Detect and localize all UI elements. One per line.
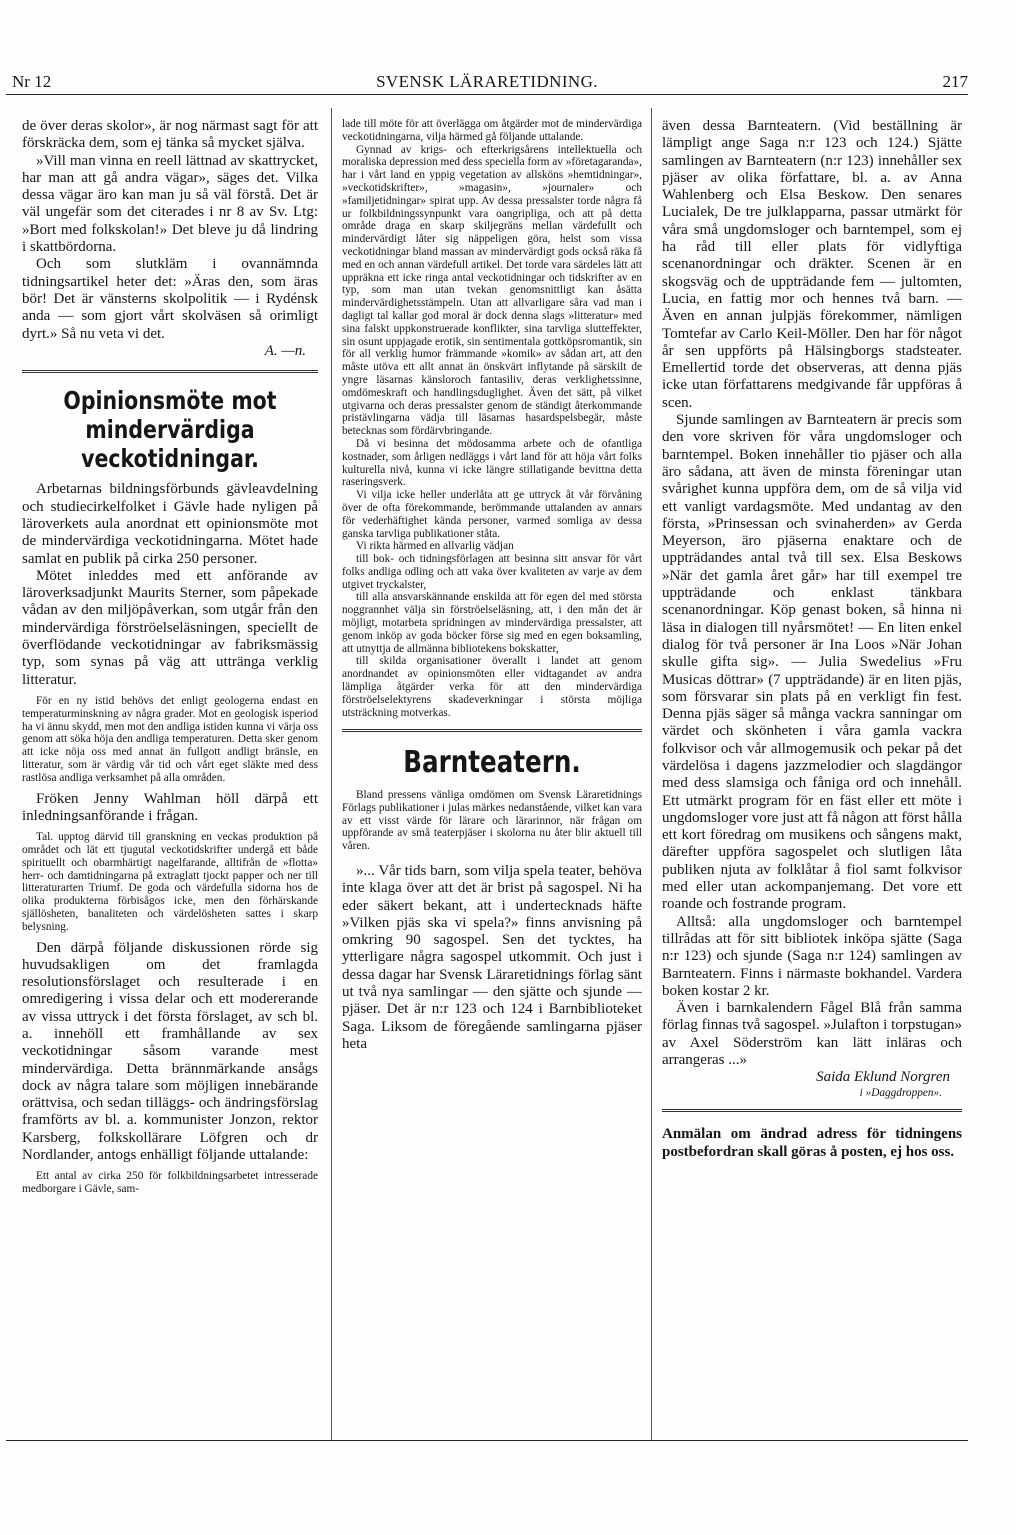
paragraph: »Vill man vinna en reell lättnad av skattrycket, har man att gå andra vägar», säges det. Vilka dessa vägar äro kan man ju så väl förstå. Det är väl ungefär som det citerades i nr 8 av Sv. Ltg: »Bort med folkskolan!» Det bleve ju då lindring i skattbördorna. [22,152,318,256]
column-1 [22,118,318,1196]
column-2 [342,118,642,1053]
author-signature: Saida Eklund Norgren [816,1069,950,1086]
article-intro: Bland pressens vänliga omdömen om Svensk Läraretidnings Förlags publikationer i julas märkes nedanstående, vilket kan vara av ett visst värde för lärare och lärarinnor, när frågan om uppförande av små teaterpjäser i skolorna nu åter blir aktuell till våren. [342,788,642,853]
resolution-text: till alla ansvarskännande enskilda att för egen del med största noggrannhet välja sin förströelseläsning, att, i den mån det är möjligt, motarbeta spridningen av mindervärdiga pressalster, att genom inköp av goda böcker förse sig med en egen boksamling, att utnyttja de allmänna bibliotekens bokskatter, [342,591,642,655]
paragraph: Fröken Jenny Wahlman höll därpå ett inledningsanförande i frågan. [22,790,318,824]
resolution-text: lade till möte för att överlägga om åtgärder mot de mindervärdiga veckotidningarna, vilja härmed gå följande uttalande. [342,118,642,143]
page-number: 217 [942,72,968,91]
paragraph: Arbetarnas bildningsförbunds gävleavdelning och studiecirkelfolket i Gävle hade nyligen på läroverkets aula anordnat ett opinionsmöte mot de mindervärdiga veckotidningarna. Mötet hade samlat en publik på cirka 250 personer. [22,481,318,567]
resolution-text: Vi rikta härmed en allvarlig vädjan [356,540,514,553]
column-rule-2 [651,108,652,1440]
paragraph: de över deras skolor», är nog närmast sagt för att förskräcka dem, som ej tänka så mycket själva. [22,118,318,152]
section-divider [342,729,642,732]
column-rule-1 [331,108,332,1440]
paragraph: Och som slutkläm i ovannämnda tidningsartikel heter det: »Äras den, som äras bör! Det är vänsterns skolpolitik — i Rydénsk anda — som gjort vårt skolväsen så orimligt dyrt.» Så nu veta vi det. [22,256,318,342]
quoted-speech: Tal. upptog därvid till granskning en veckas produktion på området och lät ett tjugutal veckotidskrifter undergå ett både spirituellt och obarmhärtigt nagelfarande, alltifrån de »flotta» herr- och damtidningarna på extraglatt tjockt papper och ner till litteraturarten Triumf. De goda och värdefulla sidorna hos de olika produkterna förbisågos icke, men den förhärskande själlösheten, banaliteten och värdelösheten sattes i skarp belysning. [22,831,318,933]
resolution-text: Ett antal av cirka 250 för folkbildningsarbetet intresserade medborgare i Gävle, sam- [22,1170,318,1196]
source-attribution: i »Daggdroppen». [859,1086,942,1099]
column-3 [662,118,962,1161]
resolution-text: Gynnad av krigs- och efterkrigsårens intellektuella och moraliska depression med dess speciella form av »företagaranda», har i vårt land en yppig vegetation av allsköns »hemtidningar», »veckotidskrifter», »magasin», »journaler» och »familjetidningar» spirat upp. Av dessa pressalster torde några få ur folkbildningssynpunkt vara oangripliga, och att på detta område draga en skarp skiljegräns mellan värdefullt och mindervärdigt låter sig näppeligen göra, helst som vissa veckotidningar bland massan av mindervärdigt gods också räka få med en och annan värdefull artikel. Det torde vara särdeles lätt att uppräkna ett icke ringa antal veckotidningar och tidskrifter av en typ, som man utan tvekan genomsnittligt kan åsätta mindervärdighetsstämpeln. Utan att allvarligare såra vad man i dagligt tal kallar god moral är dock denna slags »litteratur» med sina falskt uppkonstruerade konflikter, sina tarvliga slutteffekter, sin osunt uppjagade erotik, sin sentimentala gottköpsromantik, sin för all verklig humor främmande »komik» av sådan art, att den måste utöva ett allt annat än önskvärt inflytande på särskilt de yngre läsarnas känsloroch fantasiliv, deras verklighetssinne, omdömeskraft och handlingsduglighet. Även det sätt, på vilket utgivarna och deras pressalster genom de ständigt återkommande pristävlingarna vädja till läsarnas hasardspelsbegär, måste betecknas som fördärvbringande. [342,143,642,438]
paragraph: Även i barnkalendern Fågel Blå från samma förlag finnas två sagospel. »Julafton i torpstugan» av Axel Söderström kan lätt inläras och arrangeras ...» [662,1000,962,1069]
quoted-speech: För en ny istid behövs det enligt geologerna endast en temperaturminskning av några grader. Mot en geologisk isperiod ha vi ännu skydd, men mot den andliga istiden kunna vi värja oss genom att söka höja den andliga temperaturen. Detta sker genom att icke nöja oss med annat än fullgott andligt bränsle, en litteratur, som är värdig vår tid och vårt eget släkte med dess rastlösa andliga verksamhet på alla områden. [22,694,318,784]
paragraph: »... Vår tids barn, som vilja spela teater, behöva inte klaga över att det är brist på sagospel. Ni ha eder säkert bekant, att i undertecknads häfte »Vilken pjäs ska vi spela?» finns anvisning på omkring 90 sagospel. Sen det tycktes, ha ytterligare några sagospel utkommit. Och just i dessa dagar har Svensk Läraretidnings förlag sänt ut två nya samlingar — den sjätte och sjunde — pjäser. Det är n:r 123 och 124 i Barnbiblioteket Saga. Liksom de föregående samlingarna pjäser heta [342,862,642,1052]
resolution-text: till bok- och tidningsförlagen att besinna sitt ansvar för vårt folks andliga odling och att vaka över kvaliteten av varje av dem utgivet tryckalster, [342,553,642,591]
paragraph: Alltså: alla ungdomsloger och barntempel tillrådas att för sitt bibliotek inköpa sjätte (Saga n:r 123) och sjunde (Saga n:r 124) samlingen av Barnteatern. Finns i närmaste bokhandel. Vardera boken kostar 2 kr. [662,913,962,999]
section-divider [22,370,318,373]
resolution-text: till skilda organisationer överallt i landet att genom anordnandet av opinionsmöten eller vidtagandet av andra lämpliga åtgärder verka för att den mindervärdiga förströelselektyrens skadeverkningar i största möjliga utsträckning motverkas. [342,655,642,719]
newspaper-title: SVENSK LÄRARETIDNING. [376,72,598,91]
author-signature: A. —n. [264,342,306,359]
paragraph: även dessa Barnteatern. (Vid beställning är lämpligt ange Saga n:r 123 och 124.) Sjätte samlingen av Barnteatern (n:r 123) innehåller sex pjäser av olika författare, bl. a. av Anna Wahlenberg och Elsa Beskow. Den senares Lucialek, De tre julklapparna, passar utmärkt för våra små ungdomsloger och barntempel, som ej ha råd till eller plats för vidlyftiga scenanordningar och dräkter. Scenen är en skogsväg och de uppträdande fem — jultomten, Lucia, en fattig mor och hennes två barn. — Även en annan julpjäs förekommer, nämligen Tomtefar av Carlo Keil-Möller. Den har för något år sen uppförts på Hälsingborgs stadsteater. Emellertid torde det observeras, att denna pjäs icke utan författarens medgivande får uppföras å scen. [662,118,962,411]
article-headline: Opinionsmöte mot mindervärdiga veckotidningar. [63,386,277,473]
paragraph: Den därpå följande diskussionen rörde sig huvudsakligen om det framlagda resolutionsförslaget och resulterade i en omredigering i vissa delar och ett modererande av vissa uttryck i det första förslaget, av sch bl. a. innehöll ett framhållande av sex veckotidningar såsom varande mest mindervärdiga. Detta brännmärkande ansågs dock av några talare som möjligen innebärande orättvisa, och sedan tilläggs- och ändringsförslag framförts av bl. a. kommunister Jonzon, rektor Karsberg, folkskollärare Löfgren och dr Nordlander, antogs enhälligt följande uttalande: [22,939,318,1164]
article-headline: Barnteatern. [403,745,581,781]
bottom-rule [6,1440,968,1441]
paragraph: Mötet inleddes med ett anförande av läroverksadjunkt Maurits Sterner, som påpekade vådan av den miljöpåverkan, som utgår från den mindervärdiga förströelseläsningen, speciellt de överflödande veckotidningar av fabriksmässig typ, som synas på väg att uttränga verklig litteratur. [22,567,318,688]
address-notice: Anmälan om ändrad adress för tidningens postbefordran skall göras å posten, ej hos oss. [662,1126,962,1160]
resolution-text: Då vi besinna det mödosamma arbete och de ofantliga kostnader, som årligen nedläggs i vårt land för att höja vårt folks kulturella nivå, kunna vi icke längre stillatigande bevittna detta raseringsverk. [342,437,642,489]
page-header [6,64,968,95]
paragraph: Sjunde samlingen av Barnteatern är precis som den vore skriven för våra ungdomsloger och barntempel. Boken innehåller tio pjäser och alla äro sådana, att även de minsta föreningar utan svårighet kunna uppföra dem, om de så vilja vid ett vanligt vardagsmöte. Med undantag av den första, »Prinsessan och svinaherden» av Gerda Meyerson, äro pjäserna enaktare och de uppträdandes antal två till sex. Elsa Beskows »När det gamla året går» har till exempel tre uppträdande och enklast tänkbara scenanordningar. Köp genast boken, så hinna ni läsa in dialogen till nyårsmötet! — En liten enkel dialog för två personer är Ina Loos »När Johan skulle gifta sig». — Julia Swedelius »Fru Musicas döttrar» (7 uppträdande) är en liten pjäs, som försvarar sin plats på en verkligt fin fest. Denna pjäs säger så många vackra sanningar om värdet och skönheten i våra gamla vackra folkvisor och vår allmogemusik och pekar på det värdelösa i dagens jazzmelodier och slagdängor med dess slamsiga och fåniga ord och innehåll. Ett utmärkt program för en fäst eller ett möte i ungdomsloger vore just att få någon att först hålla ett kort föredrag om musikens och sångens makt, därefter uppföra sagospelet och slutligen låta publiken njuta av folklåtar å fiol samt folkvisor med eller utan ackompanjemang. Det vore ett roande och fostrande program. [662,412,962,913]
issue-number: Nr 12 [12,72,52,91]
section-divider [662,1109,962,1112]
resolution-text: Vi vilja icke heller underlåta att ge uttryck åt vår förvåning över de ofta förekommande, berömmande uttalanden av annars för vederhäftighet kända personer, varmed somliga av dessa ganska tarvliga publikationer ståta. [342,489,642,540]
